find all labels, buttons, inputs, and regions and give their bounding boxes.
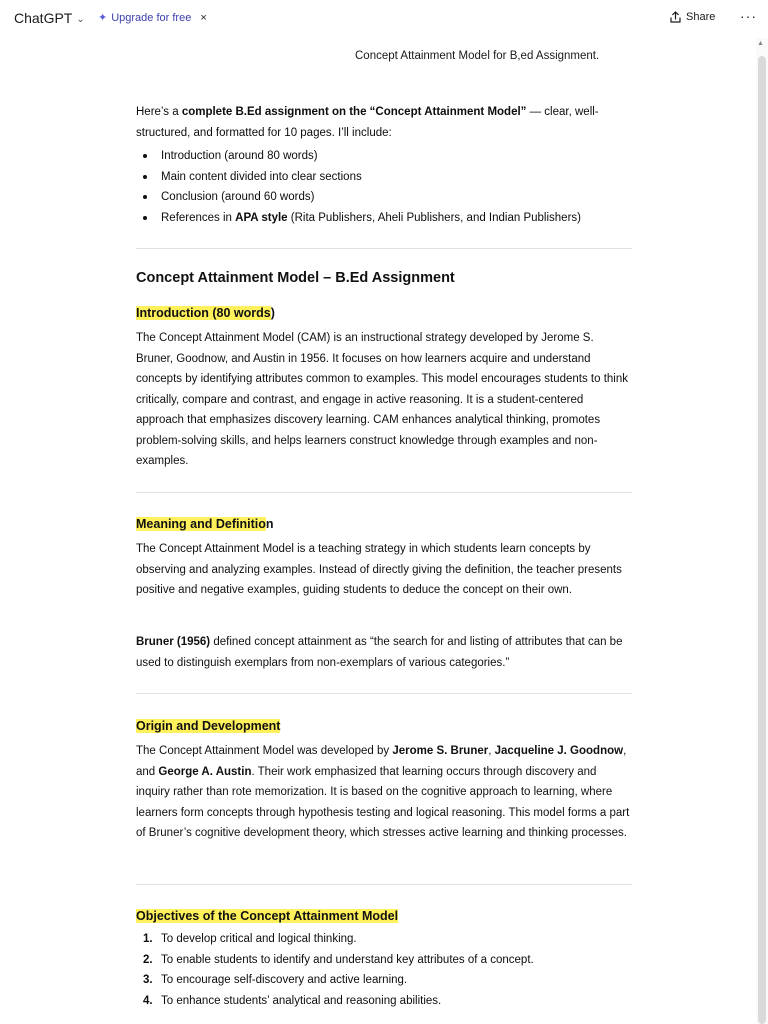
user-message: Concept Attainment Model for B,ed Assignment.: [355, 50, 600, 62]
meaning-text: The Concept Attainment Model is a teaching strategy in which students learn concepts by observing and analyzing examples. Instead of directly giving the definition, the teacher presents positive and negative examples, guiding students to deduce the concept on their own.: [136, 543, 622, 596]
list-item: 1. To develop critical and logical thinking.: [143, 933, 357, 945]
more-icon[interactable]: ···: [740, 8, 757, 24]
list-item: Conclusion (around 60 words): [136, 187, 632, 208]
top-bar: [0, 0, 768, 38]
scroll-up-icon[interactable]: ▲: [757, 40, 764, 47]
app-name: ChatGPT: [14, 10, 73, 26]
divider: [136, 492, 632, 493]
section-heading-meaning: Meaning and Definition: [136, 517, 274, 531]
list-item: Introduction (around 80 words): [136, 146, 632, 167]
sparkle-icon: ✦: [98, 12, 108, 24]
divider: [136, 693, 632, 694]
divider: [136, 248, 632, 249]
model-selector[interactable]: [14, 10, 85, 26]
scrollbar-thumb[interactable]: [758, 56, 766, 1024]
list-item: 4. To enhance students’ analytical and reasoning abilities.: [143, 994, 442, 1007]
divider: [136, 884, 632, 885]
introduction-text: The Concept Attainment Model (CAM) is an instructional strategy developed by Jerome S. Bruner, Goodnow, and Austin in 1956. It focuses on how learners acquire and understand concepts by identifying attributes common to examples. This model encourages students to think critically, compare and contrast, and engage in active reasoning. It is a student-centered approach that emphasizes discovery learning. CAM enhances analytical thinking, promotes problem-solving skills, and helps learners construct knowledge through examples and non-examples.: [136, 332, 628, 467]
section-heading-objectives: Objectives of the Concept Attainment Model: [136, 909, 399, 923]
intro-bullet-list: [136, 146, 632, 228]
list-item: 2. To enable students to identify and understand key attributes of a concept.: [143, 953, 534, 966]
bruner-definition: Bruner (1956) defined concept attainment as “the search for and listing of attributes that can be used to distinguish exemplars from non-exemplars of various categories.”: [136, 636, 623, 669]
share-label: Share: [686, 11, 716, 23]
section-heading-origin: Origin and Development: [136, 719, 281, 733]
response-intro: Here’s a complete B.Ed assignment on the “Concept Attainment Model” — clear, well-structured, and formatted for 10 pages. I’ll include:: [136, 106, 599, 139]
close-icon[interactable]: ×: [200, 11, 207, 24]
objectives-list: [136, 929, 632, 1011]
list-item: Main content divided into clear sections: [136, 167, 632, 188]
chevron-down-icon: ⌄: [76, 13, 85, 25]
upgrade-label: Upgrade for free: [111, 11, 192, 24]
list-item: References in APA style (Rita Publishers, Aheli Publishers, and Indian Publishers): [136, 208, 632, 229]
share-icon: [670, 11, 681, 23]
upgrade-button[interactable]: [98, 11, 207, 24]
list-item: 3. To encourage self-discovery and active learning.: [143, 974, 408, 986]
document-title: Concept Attainment Model – B.Ed Assignment: [136, 270, 455, 286]
section-heading-introduction: Introduction (80 words): [136, 306, 275, 320]
share-button[interactable]: [670, 11, 715, 23]
origin-text: The Concept Attainment Model was developed by Jerome S. Bruner, Jacqueline J. Goodnow, and George A. Austin. Their work emphasized that learning occurs through discovery and inquiry rather than rote memorization. It is based on the cognitive approach to learning, where learners form concepts through hypothesis testing and logical reasoning. This model forms a part of Bruner’s cognitive development theory, which stresses active learning and thinking processes.: [136, 745, 630, 839]
